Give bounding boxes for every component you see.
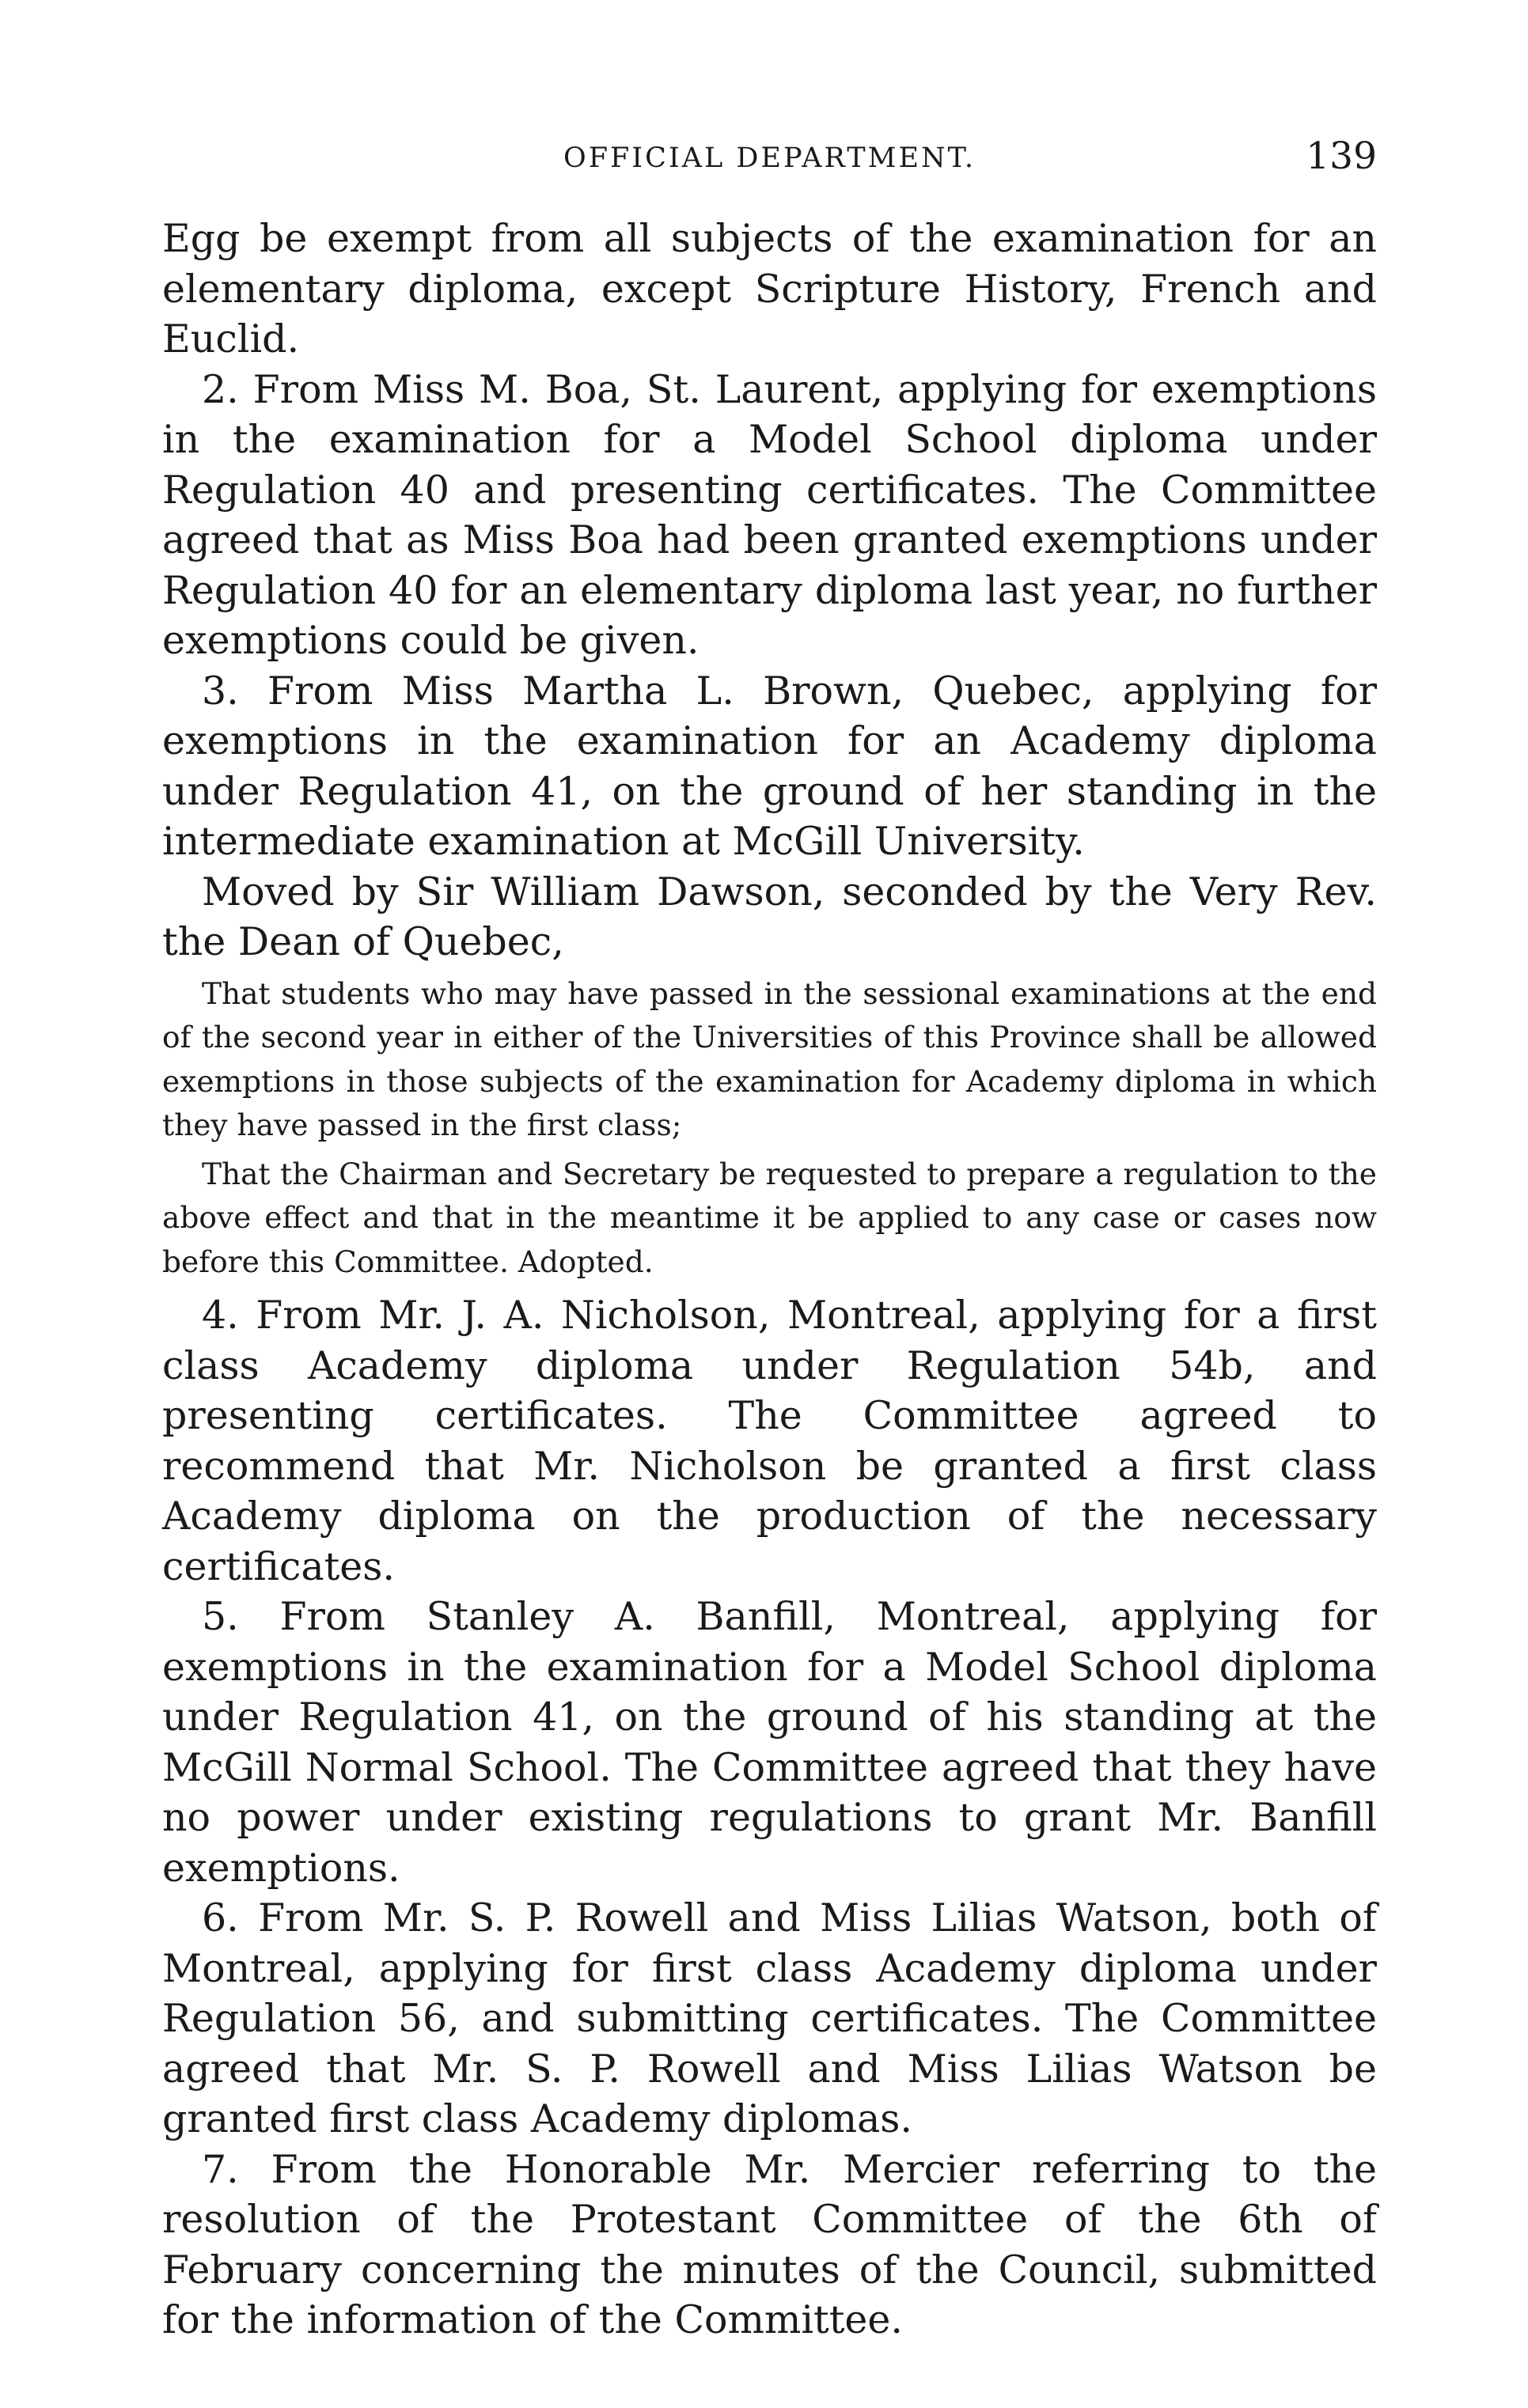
paragraph-item-2: 2. From Miss M. Boa, St. Laurent, applying for exemptions in the examination for a Model School diploma under Regulation 40 and presenting certificates. The Committee agreed that as Miss Boa had been granted exemptions under Regulation 40 for an elementary diploma last year, no further exemptions could be given. xyxy=(162,366,1377,663)
resolution-clause-2: That the Chairman and Secretary be requested to prepare a regulation to the above effect and that in the meantime it be applied to any case or cases now before this Committee. Adopted. xyxy=(162,1156,1377,1279)
book-page xyxy=(162,127,1377,2346)
paragraph-item-7: 7. From the Honorable Mr. Mercier referring to the resolution of the Protestant Committee of the 6th of February concerning the minutes of the Council, submitted for the information of the Committee. xyxy=(162,2146,1377,2342)
paragraph-item-6: 6. From Mr. S. P. Rowell and Miss Lilias Watson, both of Montreal, applying for first class Academy diploma under Regulation 56, and submitting certificates. The Committee agreed that Mr. S. P. Rowell and Miss Lilias Watson be granted first class Academy diplomas. xyxy=(162,1895,1377,2141)
paragraph-motion: Moved by Sir William Dawson, seconded by the Very Rev. the Dean of Quebec, xyxy=(162,869,1377,964)
resolution-clause-1: That students who may have passed in the sessional examinations at the end of the second year in either of the Universities of this Province shall be allowed exemptions in those subjects of the examination for Academy diploma in which they have passed in the first class; xyxy=(162,975,1377,1142)
body-text xyxy=(162,214,1377,2346)
page-number: 139 xyxy=(1306,134,1377,178)
resolution-block xyxy=(162,972,1377,1285)
paragraph-item-4: 4. From Mr. J. A. Nicholson, Montreal, applying for a first class Academy diploma under Regulation 54b, and presenting certificates. The Committee agreed to recommend that Mr. Nicholson be granted a first class Academy diploma on the production of the necessary certificates. xyxy=(162,1293,1377,1589)
page-header xyxy=(162,127,1377,190)
paragraph-item-5: 5. From Stanley A. Banfill, Montreal, applying for exemptions in the examination for a Model School diploma under Regulation 41, on the ground of his standing at the McGill Normal School. The Committee agreed that they have no power under existing regulations to grant Mr. Banfill exemptions. xyxy=(162,1594,1377,1891)
running-head: OFFICIAL DEPARTMENT. xyxy=(563,142,976,174)
paragraph-item-3: 3. From Miss Martha L. Brown, Quebec, applying for exemptions in the examination for an Academy diploma under Regulation 41, on the ground of her standing in the intermediate examination at McGill University. xyxy=(162,668,1377,864)
paragraph-continuation: Egg be exempt from all subjects of the examination for an elementary diploma, except Scripture History, French and Euclid. xyxy=(162,216,1377,362)
